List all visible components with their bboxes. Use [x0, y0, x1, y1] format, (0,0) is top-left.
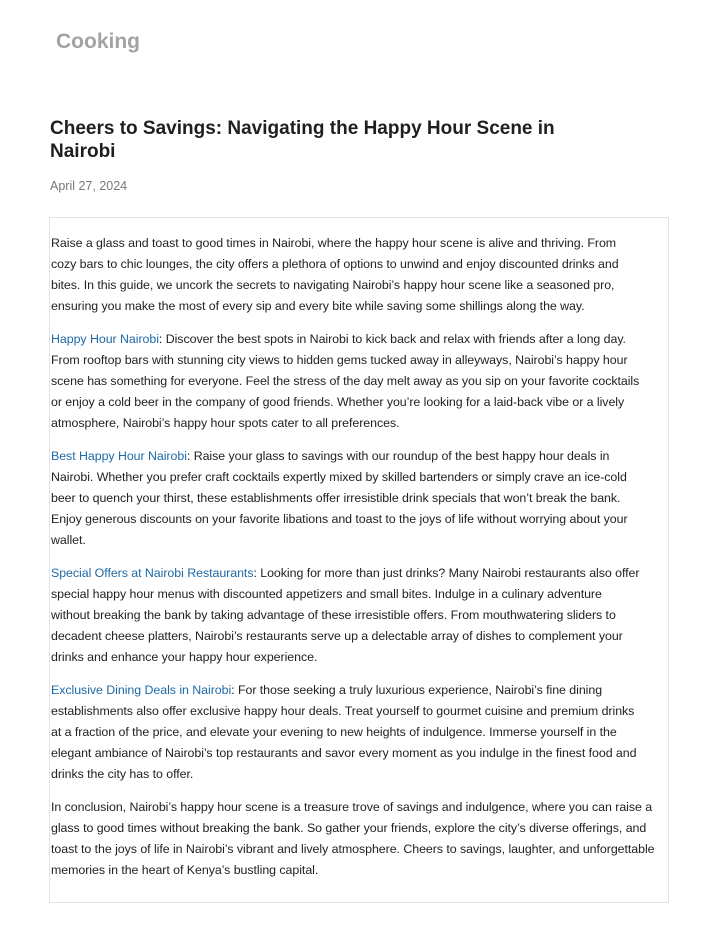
text-line: elegant ambiance of Nairobi’s top restaurants and savor every moment as you indulge in the finest food and — [51, 746, 637, 760]
post-title-line-2: Nairobi — [50, 141, 116, 162]
text-line: : Raise your glass to savings with our roundup of the best happy hour deals in — [186, 449, 610, 463]
link-special-offers-nairobi-restaurants[interactable]: Special Offers at Nairobi Restaurants — [51, 566, 254, 580]
text-line: bites. In this guide, we uncork the secrets to navigating Nairobi’s happy hour scene like a seasoned pro, — [51, 278, 615, 292]
text-line: without breaking the bank by taking advantage of these irresistible offers. From mouthwatering sliders to — [51, 608, 616, 622]
text-line: scene has something for everyone. Feel the stress of the day melt away as you sip on your favorite cocktails — [51, 374, 640, 388]
intro-paragraph — [51, 233, 668, 317]
text-line: : Looking for more than just drinks? Many Nairobi restaurants also offer — [253, 566, 640, 580]
section-exclusive-dining — [51, 680, 668, 785]
text-line: special happy hour menus with discounted appetizers and small bites. Indulge in a culinary adventure — [51, 587, 602, 601]
section-special-offers — [51, 563, 668, 668]
text-line: ensuring you make the most of every sip and every bite while saving some shillings along the way. — [51, 299, 585, 313]
site-title[interactable]: Cooking — [56, 30, 140, 53]
text-line: From rooftop bars with stunning city views to hidden gems tucked away in alleyways, Nairobi’s happy hour — [51, 353, 628, 367]
text-line: cozy bars to chic lounges, the city offers a plethora of options to unwind and enjoy discounted drinks and — [51, 257, 619, 271]
text-line: Raise a glass and toast to good times in Nairobi, where the happy hour scene is alive and thriving. From — [51, 236, 617, 250]
text-line: toast to the joys of life in Nairobi’s vibrant and lively atmosphere. Cheers to savings, laughter, and unforgettable — [51, 842, 655, 856]
text-line: wallet. — [51, 533, 86, 547]
section-best-happy-hour-nairobi — [51, 446, 668, 551]
text-line: beer to quench your thirst, these establishments offer irresistible drink specials that won’t break the bank. — [51, 491, 621, 505]
text-line: memories in the heart of Kenya’s bustling capital. — [51, 863, 319, 877]
text-line: drinks and enhance your happy hour experience. — [51, 650, 318, 664]
text-line: : Discover the best spots in Nairobi to kick back and relax with friends after a long day. — [158, 332, 626, 346]
text-line: Nairobi. Whether you prefer craft cocktails expertly mixed by skilled bartenders or simply crave an ice-cold — [51, 470, 627, 484]
text-line: atmosphere, Nairobi’s happy hour spots cater to all preferences. — [51, 416, 400, 430]
text-line: at a fraction of the price, and elevate your evening to new heights of indulgence. Immerse yourself in the — [51, 725, 617, 739]
link-exclusive-dining-deals[interactable]: Exclusive Dining Deals in Nairobi — [51, 683, 232, 697]
post-date: April 27, 2024 — [50, 179, 128, 193]
text-line: drinks the city has to offer. — [51, 767, 194, 781]
post-title — [50, 117, 610, 163]
text-line: establishments also offer exclusive happy hour deals. Treat yourself to gourmet cuisine and premium drinks — [51, 704, 635, 718]
link-best-happy-hour-nairobi[interactable]: Best Happy Hour Nairobi — [51, 449, 187, 463]
text-line: glass to good times without breaking the bank. So gather your friends, explore the city’s diverse offerings, and — [51, 821, 647, 835]
conclusion-paragraph — [51, 797, 668, 881]
text-line: : For those seeking a truly luxurious experience, Nairobi’s fine dining — [231, 683, 603, 697]
text-line: or enjoy a cold beer in the company of good friends. Whether you’re looking for a laid-back vibe or a lively — [51, 395, 625, 409]
link-happy-hour-nairobi[interactable]: Happy Hour Nairobi — [51, 332, 159, 346]
text-line: decadent cheese platters, Nairobi’s restaurants serve up a delectable array of dishes to complement your — [51, 629, 623, 643]
text-line: Enjoy generous discounts on your favorite libations and toast to the joys of life without worrying about your — [51, 512, 628, 526]
post-title-line-1: Cheers to Savings: Navigating the Happy Hour Scene in — [50, 118, 555, 139]
article-content — [49, 217, 669, 903]
text-line: In conclusion, Nairobi’s happy hour scene is a treasure trove of savings and indulgence, where you can raise a — [51, 800, 653, 814]
section-happy-hour-nairobi — [51, 329, 668, 434]
